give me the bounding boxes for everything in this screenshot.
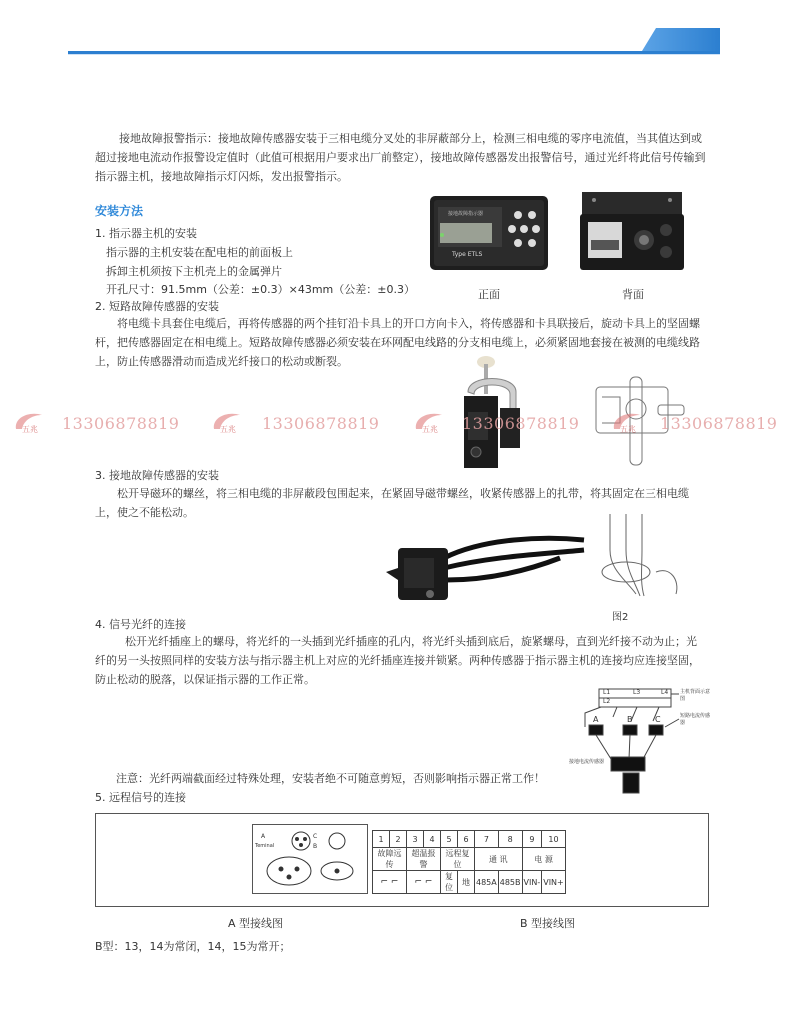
indicator-front-image	[428, 193, 550, 273]
svg-text:五兆: 五兆	[422, 425, 438, 434]
step1-line: 开孔尺寸：91.5mm（公差：±0.3）×43mm（公差：±0.3）	[106, 283, 415, 296]
terminal-wiring-box	[95, 813, 709, 907]
caption-fig2: 图2	[612, 612, 629, 623]
sensor-wiring-diagram	[567, 687, 715, 799]
step4-paragraph: 松开光纤插座上的螺母，将光纤的一头插到光纤插座的孔内，将光纤头插到底后，旋紧螺母，直到光纤接不动为止；光纤的另一头按照同样的安装方法与指示器主机上对应的光纤插座连接并锁紧。两种传感器于指示器主机的连接均应连接坚固，防止松动的脱落，以保证指示器的工作正常。	[95, 635, 700, 686]
terminal-number: 6	[458, 831, 475, 848]
step3-paragraph: 松开导磁环的螺丝，将三相电缆的非屏蔽段包围起来，在紧固导磁带螺丝，收紧传感器上的扎带，将其固定在三相电缆上，使之不能松动。	[95, 487, 689, 519]
watermark-phone: 13306878819	[62, 414, 180, 433]
terminal-number: 5	[441, 831, 458, 848]
terminal-group: 电 源	[522, 848, 565, 871]
step1-line: 拆卸主机须按下主机壳上的金属弹片	[106, 265, 282, 278]
terminal-group: 超温报警	[407, 848, 441, 871]
brand-logo-icon	[412, 409, 446, 435]
diagram-label: L4	[661, 689, 669, 696]
terminal-bottom: 复位	[441, 871, 458, 894]
cable-drawing-fig2	[596, 510, 686, 610]
watermark-phone: 13306878819	[462, 414, 580, 433]
terminal-number: 9	[522, 831, 542, 848]
connector-pin-c: C	[313, 833, 318, 840]
section-title: 安装方法	[95, 204, 144, 218]
step1-title: 1. 指示器主机的安装	[95, 227, 197, 240]
terminal-number: 10	[542, 831, 566, 848]
terminal-number: 7	[475, 831, 499, 848]
step4-title: 4. 信号光纤的连接	[95, 618, 186, 631]
intro-paragraph: 接地故障报警指示：接地故障传感器安装于三相电缆分叉处的非屏蔽部分上，检测三相电缆的零序电流值，当其值达到或超过接地电流动作报警设定值时（此值可根据用户要求出厂前整定），接地故障传感器发出报警信号，通过光纤将此信号传输到指示器主机，接地故障指示灯闪烁，发出报警指示。	[95, 132, 706, 183]
header-rule-light	[68, 54, 720, 55]
terminal-table	[372, 830, 566, 894]
watermark-phone: 13306878819	[262, 414, 380, 433]
step5-title: 5. 远程信号的连接	[95, 791, 186, 804]
terminal-bottom: VIN-	[522, 871, 542, 894]
header-tab	[642, 28, 720, 51]
brand-logo-icon	[210, 409, 244, 435]
host-back-label: 主机背面示意图	[680, 689, 711, 702]
terminal-number: 1	[373, 831, 390, 848]
step1-line: 指示器的主机安装在配电柜的前面板上	[106, 246, 293, 259]
svg-text:五兆: 五兆	[220, 425, 236, 434]
ground-fault-sensor-image	[384, 528, 590, 608]
relay-contact-symbol: ⌐ ⌐	[373, 871, 407, 894]
caption-diagram-b: B 型接线图	[520, 917, 576, 930]
connector-diagram	[252, 824, 368, 894]
terminal-group: 远程复位	[441, 848, 475, 871]
terminal-number: 3	[407, 831, 424, 848]
caption-back: 背面	[622, 288, 644, 301]
phase-label: A	[593, 715, 599, 724]
phase-label: C	[655, 715, 661, 724]
caption-front: 正面	[478, 288, 500, 301]
terminal-bottom: VIN+	[542, 871, 566, 894]
terminal-bottom: 485A	[475, 871, 499, 894]
diagram-label: L3	[633, 689, 641, 696]
step3-title: 3. 接地故障传感器的安装	[95, 469, 219, 482]
brand-logo-icon	[610, 409, 644, 435]
caption-diagram-a: A 型接线图	[228, 917, 284, 930]
short-sensor-label: 短路电流传感器	[680, 713, 711, 726]
front-panel-model: Type ETLS	[452, 251, 483, 258]
ground-sensor-label: 接地电流传感器	[569, 759, 605, 765]
svg-text:五兆: 五兆	[620, 425, 636, 434]
step2-title: 2. 短路故障传感器的安装	[95, 300, 219, 313]
terminal-number: 8	[498, 831, 522, 848]
step2-paragraph: 将电缆卡具套住电缆后，再将传感器的两个挂钉沿卡具上的开口方向卡入，将传感器和卡具联接后，旋动卡具上的坚固螺杆，把传感器固定在相电缆上。短路故障传感器必须安装在环网配电线路的分支相电缆上，必须紧固地套接在被测的电缆线路上，防止传感器滑动而造成光纤接口的松动或断裂。	[95, 317, 700, 368]
terminal-group: 通 讯	[475, 848, 523, 871]
indicator-back-image	[576, 190, 688, 274]
connector-pin-a: A	[261, 833, 266, 840]
diagram-label: L1	[603, 689, 611, 696]
terminal-number: 4	[424, 831, 441, 848]
front-panel-title: 接地故障指示器	[448, 211, 484, 217]
notice-text: 注意：光纤两端截面经过特殊处理，安装者绝不可随意剪短，否则影响指示器正常工作！	[116, 772, 545, 785]
terminal-bottom: 地	[458, 871, 475, 894]
terminal-number: 2	[390, 831, 407, 848]
brand-logo-icon	[12, 409, 46, 435]
phase-label: B	[627, 715, 633, 724]
terminal-bottom: 485B	[498, 871, 522, 894]
relay-contact-symbol: ⌐ ⌐	[407, 871, 441, 894]
connector-terminal-label: Teminal	[255, 843, 275, 849]
watermark-phone: 13306878819	[660, 414, 778, 433]
note-b: B型：13，14为常闭，14，15为常开；	[95, 940, 291, 953]
connector-pin-b: B	[313, 843, 318, 850]
diagram-label: L2	[603, 698, 611, 705]
terminal-group: 故障远传	[373, 848, 407, 871]
svg-text:五兆: 五兆	[22, 425, 38, 434]
